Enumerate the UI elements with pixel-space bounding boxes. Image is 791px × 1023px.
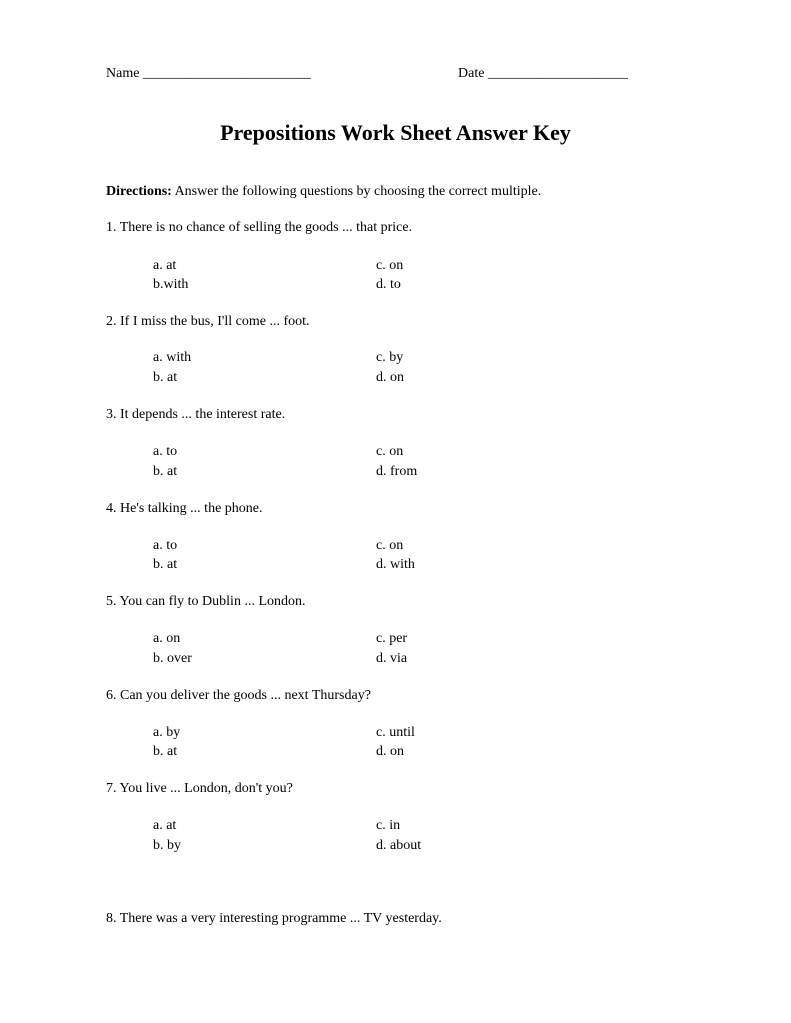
- question-5: 5. You can fly to Dublin ... London.: [106, 594, 306, 609]
- question-1-option-c: c. on: [376, 258, 404, 273]
- question-7-option-a: a. at: [153, 818, 177, 833]
- question-2-option-b: b. at: [153, 370, 178, 385]
- name-field-line: Name ________________________: [106, 66, 311, 81]
- question-2-option-c: c. by: [376, 350, 404, 365]
- question-3-option-a: a. to: [153, 444, 178, 459]
- question-7-option-b: b. by: [153, 838, 181, 853]
- question-1: 1. There is no chance of selling the goods ... that price.: [106, 220, 413, 235]
- question-6-option-a: a. by: [153, 725, 181, 740]
- question-7-option-c: c. in: [376, 818, 401, 833]
- question-7: 7. You live ... London, don't you?: [106, 781, 293, 796]
- date-field-line: Date ____________________: [458, 66, 628, 81]
- question-5-option-c: c. per: [376, 631, 408, 646]
- question-5-option-a: a. on: [153, 631, 181, 646]
- question-7-option-d: d. about: [376, 838, 422, 853]
- question-3-option-b: b. at: [153, 464, 178, 479]
- question-2-option-d: d. on: [376, 370, 404, 385]
- directions-label: Directions:: [106, 184, 172, 199]
- question-4: 4. He's talking ... the phone.: [106, 501, 263, 516]
- question-4-option-b: b. at: [153, 557, 178, 572]
- question-6-option-b: b. at: [153, 744, 178, 759]
- question-3-option-c: c. on: [376, 444, 404, 459]
- question-3: 3. It depends ... the interest rate.: [106, 407, 286, 422]
- directions: [106, 184, 541, 200]
- question-6: 6. Can you deliver the goods ... next Thursday?: [106, 688, 371, 703]
- question-4-option-a: a. to: [153, 538, 178, 553]
- question-5-option-b: b. over: [153, 651, 192, 666]
- question-2-option-a: a. with: [153, 350, 192, 365]
- question-1-option-b: b.with: [153, 277, 189, 292]
- question-8: 8. There was a very interesting programme ... TV yesterday.: [106, 911, 442, 926]
- question-3-option-d: d. from: [376, 464, 418, 479]
- question-4-option-d: d. with: [376, 557, 415, 572]
- page-title: Prepositions Work Sheet Answer Key: [220, 120, 571, 145]
- directions-text: Answer the following questions by choosing the correct multiple.: [171, 184, 542, 199]
- question-5-option-d: d. via: [376, 651, 408, 666]
- question-1-option-d: d. to: [376, 277, 401, 292]
- question-4-option-c: c. on: [376, 538, 404, 553]
- question-6-option-c: c. until: [376, 725, 415, 740]
- question-1-option-a: a. at: [153, 258, 177, 273]
- question-6-option-d: d. on: [376, 744, 404, 759]
- question-2: 2. If I miss the bus, I'll come ... foot.: [106, 314, 310, 329]
